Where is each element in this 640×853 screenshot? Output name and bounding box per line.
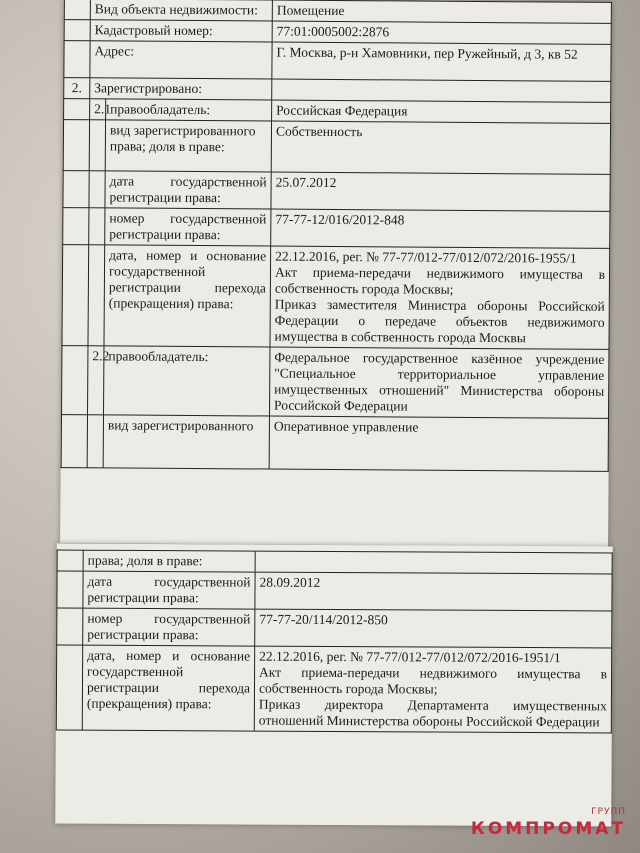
sub22-holder-value: Федеральное государственное казённое учреждение "Специальное территориальное управление имущественных отношений" Министерства обороны Российской Федерации: [270, 347, 609, 418]
sub21-holder-value: Российская Федерация: [272, 100, 611, 123]
row-address: [64, 41, 611, 82]
cadastral-value: 77:01:0005002:2876: [272, 21, 611, 44]
sub22-right-label: вид зарегистрированного: [103, 415, 269, 469]
row-22-right-cont: [57, 550, 612, 574]
object-type-label: Вид объекта недвижимости:: [90, 0, 272, 21]
sub22-holder-label: правообладатель:: [104, 346, 270, 416]
row-22-date: [57, 571, 612, 611]
sub21-right-label: вид зарегистрированного права; доля в праве:: [105, 120, 271, 172]
row-22-regnum: [57, 608, 612, 648]
sub22-date-value: 28.09.2012: [255, 572, 612, 611]
sub22-basis-label: дата, номер и основание государственной регистрации перехода (прекращения) права:: [82, 645, 254, 731]
row-22-basis: [56, 645, 611, 733]
sub22-basis-act: Акт приема-передачи недвижимого имущества в собственность города Москвы;: [258, 664, 608, 697]
sub21-num: 2.1: [90, 99, 106, 120]
row-21-right: [63, 120, 610, 175]
object-type-value: Помещение: [272, 0, 611, 23]
watermark-logo: [470, 807, 626, 839]
sub22-regnum-label: номер государственной регистрации права:: [83, 608, 255, 646]
section2-num: 2.: [64, 78, 90, 99]
sub21-holder-label: правообладатель:: [106, 99, 272, 121]
row-22-right: [61, 415, 608, 472]
document-sheet-2: [55, 544, 612, 827]
row-22-holder: [62, 346, 609, 419]
sub22-basis-cell: [254, 646, 611, 733]
sub21-basis-cell: [270, 246, 610, 349]
document-sheet-1: [60, 0, 612, 547]
row-num: [64, 0, 90, 20]
sub22-basis-reg: 22.12.2016, рег. № 77-77/012-77/012/072/2016-1951/1: [259, 648, 561, 666]
sub22-date-label: дата государственной регистрации права:: [83, 571, 255, 609]
sub21-basis-act: Акт приема-передачи недвижимого имущества в собственность города Москвы;: [274, 264, 606, 297]
sub21-basis-label: дата, номер и основание государственной регистрации перехода (прекращения) права:: [104, 245, 271, 347]
address-value: Г. Москва, р-н Хамовники, пер Ружейный, д 3, кв 52: [272, 42, 611, 81]
cadastral-label: Кадастровый номер:: [90, 20, 272, 42]
sub21-right-value: Собственность: [271, 121, 610, 174]
watermark-main: КОМПРОМАТ: [470, 819, 626, 839]
sub21-basis-order: Приказ заместителя Министра обороны Российской Федерации о передаче объектов недвижимого имущества в собственность города Москвы: [274, 296, 605, 346]
egrn-table-2: [56, 550, 613, 734]
sub22-right-value: Оперативное управление: [269, 416, 608, 471]
row-21-basis: [62, 245, 610, 350]
egrn-table-1: [61, 0, 612, 472]
row-21-date: [63, 171, 610, 212]
address-label: Адрес:: [90, 41, 272, 79]
sub21-regnum-value: 77-77-12/016/2012-848: [271, 209, 610, 248]
section2-label: Зарегистрировано:: [90, 78, 272, 100]
sub22-regnum-value: 77-77-20/114/2012-850: [255, 609, 612, 648]
sub21-basis-reg: 22.12.2016, рег. № 77-77/012-77/012/072/2016-1955/1: [275, 248, 577, 266]
sub21-date-label: дата государственной регистрации права:: [105, 171, 271, 209]
sub22-num: 2.2: [88, 346, 104, 415]
sub21-date-value: 25.07.2012: [271, 172, 610, 211]
watermark-sub: ГРУПП: [591, 807, 626, 817]
sub21-regnum-label: номер государственной регистрации права:: [105, 208, 271, 246]
row-21-regnum: [63, 208, 610, 249]
sub22-basis-order: Приказ директора Департамента имущественных отношений Министерства обороны Российской Федерации: [258, 696, 607, 730]
sub22-right-label-cont: права; доля в праве:: [83, 550, 255, 572]
